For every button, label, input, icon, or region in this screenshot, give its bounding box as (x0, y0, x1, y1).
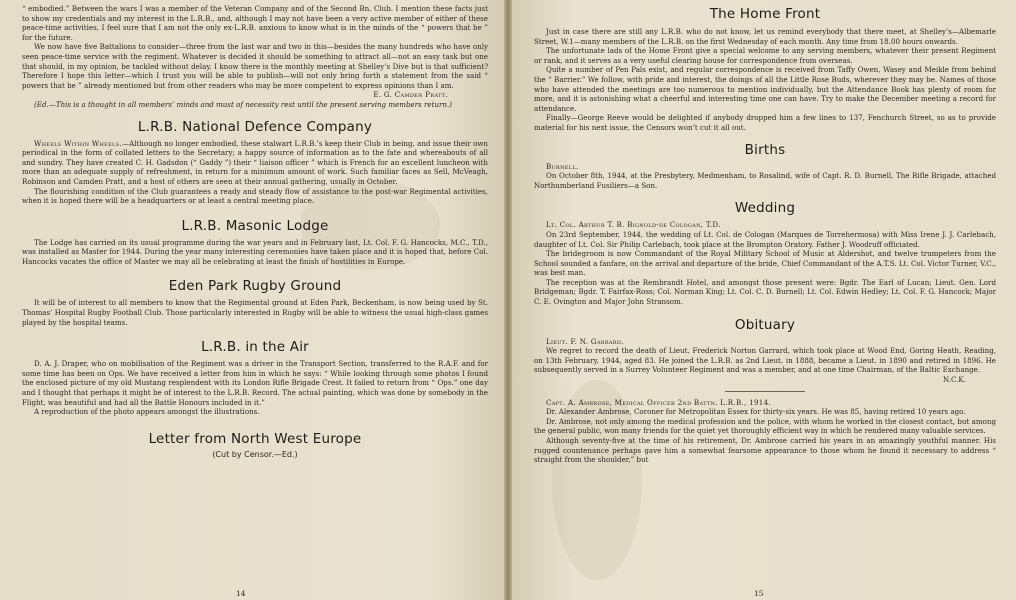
left-column (22, 4, 488, 459)
page-number-left: 14 (236, 589, 246, 598)
obituary-1-initials: N.C.K. (943, 375, 966, 385)
obituary-2-paragraph-3: Although seventy-five at the time of his retirement, Dr. Ambrose carried his years in an amazingly youthful manner. His rugged countenance perhaps gave him a somewhat fearsome appearance to those whom he found it necessary to address “ straight from the shoulder,” but (534, 436, 996, 465)
section-title-births: Births (744, 141, 786, 158)
lrb-air-paragraph-1: D. A. J. Draper, who on mobilisation of the Regiment was a driver in the Transport Section, transferred to the R.A.F. and for some time has been on Ops. We have received a letter from him in which he says: “ While looking through some photos I found the enclosed picture of my old Mustang resplendent with its London Rifle Brigade Crest. It failed to return from “ Ops.” one day and I thought that perhaps it might be of interest to the L.R.B. Record. The actual painting, which was done by somebody in the Flight, was beautiful and had all the Battle Honours included in it.” (22, 359, 488, 407)
national-defence-paragraph-1: —Although no longer embodied, these stalwart L.R.B.’s keep their Club in being, and issue their own periodical in the form of collated letters to the Secretary; a happy source of information as to the fate and whereabouts of all and sundry. They have created C. H. Gadsdon (“ Gaddy ”) their “ liaison officer ” which is French for an excellent luncheon with more than an adequate supply of refreshment, in return for a minimum amount of work. Such familiar faces as Sell, McVeagh, Robinson and Camden Pratt, and a host of others are seen at their annual gathering, usually in October. (22, 138, 488, 186)
section-title-lrb-in-the-air: L.R.B. in the Air (201, 339, 309, 356)
lrb-air-paragraph-2: A reproduction of the photo appears amongst the illustrations. (34, 407, 260, 417)
censor-note: (Cut by Censor.—Ed.) (212, 449, 298, 459)
divider-rule (725, 391, 805, 392)
home-front-paragraph-1: Just in case there are still any L.R.B. who do not know, let us remind everybody that there meet, at Shelley’s—Albemarle Street, W.1—many members of the L.R.B. on the first Wednesday of each month. Any time from 18.00 hours onwards. (534, 27, 996, 46)
letter-opening-paragraph: “ embodied.” Between the wars I was a member of the Veteran Company and of the Second Bn. Club. I mention these facts just to show my credentials and my interest in the L.R.B., and, although I may not have been a very active member of either of these peace-time activities, I feel sure that I am not the only ex-L.R.B. anxious to know what is in the minds of the “ powers that be ” for the future. (22, 4, 488, 42)
obituary-1-paragraph: We regret to record the death of Lieut. Frederick Norton Garrard, which took place at Wood End, Goring Heath, Reading, on 13th February, 1944, aged 83. He joined the L.R.B. as 2nd Lieut. in 1888, became a Lieut. in 1890 and retired in 1896. He subsequently served in a Surrey Volunteer Regiment and was a member, and at one time Chairman, of the Baltic Exchange. (534, 346, 996, 375)
birth-notice: On October 8th, 1944, at the Presbytery, Medmenham, to Rosalind, wife of Capt. R. D. Burnell, The Rifle Brigade, attached Northumberland Fusiliers—a Son. (534, 171, 996, 190)
home-front-paragraph-4: Finally—George Reeve would be delighted if anybody dropped him a few lines to 137, Fenchurch Street, so as to provide material for his next issue, the Censors won’t cut it all out. (534, 113, 996, 132)
page-number-right: 15 (754, 589, 764, 598)
obituary-2-paragraph-2: Dr. Ambrose, not only among the medical profession and the police, with whom he worked in the closest contact, but among the general public, won many friends for the quiet yet thoroughly efficient way in which he rendered many valuable services. (534, 416, 996, 436)
section-title-home-front: The Home Front (709, 6, 821, 22)
eden-park-paragraph: It will be of interest to all members to know that the Regimental ground at Eden Park, Beckenham, is now being used by St. Thomas’ Hospital Rugby Football Club. Those particularly interested in Rugby will be able to witness the usual high-class games played by the hospital teams. (22, 298, 488, 327)
section-title-eden-park: Eden Park Rugby Ground (168, 278, 342, 295)
right-page (512, 0, 1016, 600)
birth-surname: Burnell. (546, 161, 579, 171)
section-title-letter-nw-europe: Letter from North West Europe (148, 430, 362, 447)
wedding-paragraph-2: The bridegroom is now Commandant of the Royal Military School of Music at Aldershot, and twelve trumpeters from the School sounded a fanfare, on the arrival and departure of the bride, Chief Commandant of the A.T.S. Lt. Col. Victor Turner, V.C., was best man. (534, 249, 996, 278)
letter-signature: E. G. Camden Pratt. (373, 90, 448, 100)
editor-note: (Ed.—This is a thought in all members’ minds and must of necessity rest until the present serving members return.) (34, 99, 453, 109)
wedding-paragraph-1: On 23rd September, 1944, the wedding of Lt. Col. de Cologan (Marques de Torrehermosa) with Miss Irene J. J. Carlebach, daughter of Lt. Col. Sir Philip Carlebach, took place at the Brompton Oratory. Father J. Woodruff officiated. (534, 229, 996, 249)
wedding-groom-name: Lt. Col. Arthur T. B. Bignold-de Cologan, T.D. (546, 220, 721, 230)
obituary-2-paragraph-1: Dr. Alexander Ambrose, Coroner for Metropolitan Essex for thirty-six years. He was 85, having retired 10 years ago. (546, 407, 966, 417)
section-title-wedding: Wedding (734, 200, 796, 217)
letter-second-paragraph: We now have five Battalions to consider—three from the last war and two in this—besides the many hundreds who have only seen peace-time service with the regiment. Whatever is decided it should be something to attract all—not an easy task but one that should, in my opinion, be tackled without delay. I know there is the monthly meeting at Shelley’s Dive but is that sufficient? Therefore I hope this letter—which I trust you will be able to publish—will not only bring forth a statement from the said “ powers that be ” already mentioned but from other readers who may be more competent to express opinions than I am. (22, 42, 488, 90)
section-lead-in: Wheels Within Wheels. (34, 138, 122, 148)
home-front-paragraph-3: Quite a number of Pen Pals exist, and regular correspondence is received from Taffy Owen, Wasey and Meikle from behind the “ Barrier.” We follow, with pride and interest, the doings of all the Little Rose Buds, wherever they may be. Names of those who have attended the meetings are too numerous to mention individually, but the Attendance Book has plenty of room for more, and it is astonishing what a cheerful and interesting time one can have. Try to make the December meeting a record for attendance. (534, 65, 996, 113)
right-column (534, 4, 996, 465)
masonic-lodge-paragraph: The Lodge has carried on its usual programme during the war years and in February last, Lt. Col. F. G. Hancocks, M.C., T.D., was installed as Master for 1944. During the year many interesting ceremonies have taken place and it is hoped that, before Col. Hancocks vacates the office of Master we may all be celebrating at least the finish of hostilities in Europe. (22, 237, 488, 266)
national-defence-paragraph-2: The flourishing condition of the Club guarantees a ready and steady flow of assistance to the post-war Regimental activities, when it is hoped there will be a headquarters or at least a central meeting place. (22, 186, 488, 206)
book-gutter (504, 0, 512, 600)
obituary-1-name: Lieut. F. N. Garrard. (546, 336, 624, 346)
section-title-obituary: Obituary (734, 316, 796, 333)
home-front-paragraph-2: The unfortunate lads of the Home Front give a special welcome to any serving members, whatever their present Regiment or rank, and it serves as a very useful clearing house for correspondence from overseas. (534, 46, 996, 65)
left-page (0, 0, 504, 600)
section-title-masonic-lodge: L.R.B. Masonic Lodge (181, 217, 329, 234)
obituary-2-name: Capt. A. Ambrose, Medical Officer 2nd Battn. L.R.B., 1914. (546, 397, 771, 407)
section-title-national-defence: L.R.B. National Defence Company (137, 118, 373, 135)
wedding-paragraph-3: The reception was at the Rembrandt Hotel, and amongst those present were: Bgdr. The Earl of Lucan; Lieut. Gen. Lord Bridgeman; Bgdr. T. Fairfax-Ross; Col. Norman King; Lt. Col. C. D. Burnell; Lt. Col. Edwin Hedley; Lt. Col. F. G. Hancock; Major C. E. Ovington and Major John Stransom. (534, 277, 996, 307)
